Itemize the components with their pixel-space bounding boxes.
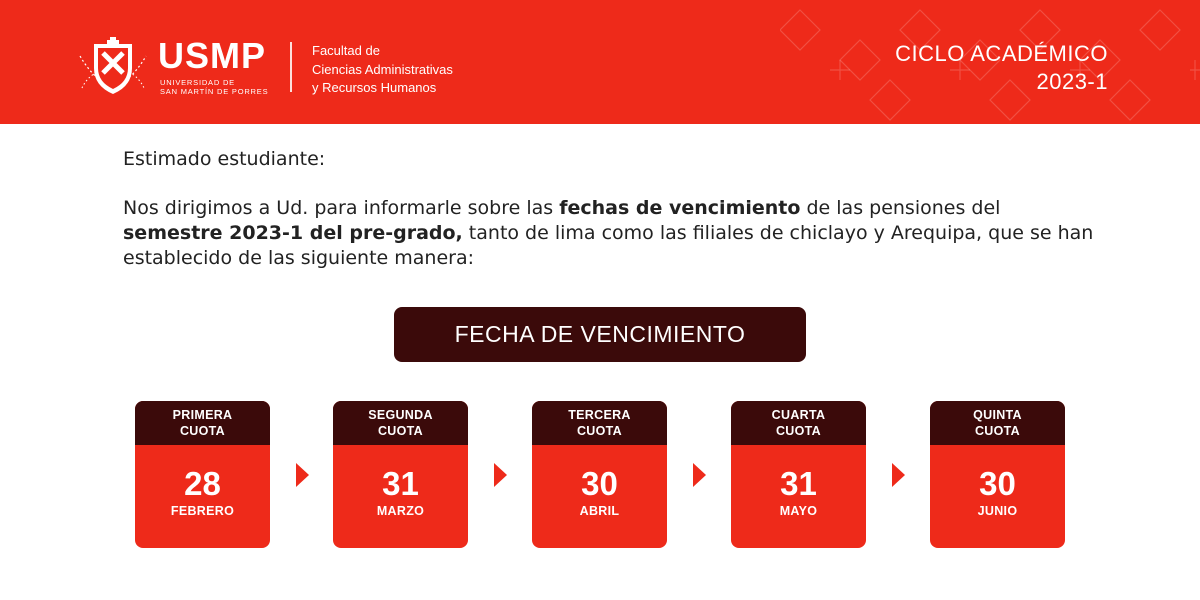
installment-card-3 <box>532 401 667 548</box>
header-band <box>0 0 1200 124</box>
installment-card-5 <box>930 401 1065 548</box>
header-divider <box>290 42 292 92</box>
installment-card-1 <box>135 401 270 548</box>
installment-card-2 <box>333 401 468 548</box>
message-paragraph: Nos dirigimos a Ud. para informarle sobre las fechas de vencimiento de las pensiones del semestre 2023-1 del pre-grado, tanto de lima como las filiales de chiclayo y Arequipa, que se han establecido de las siguiente manera: <box>123 197 1094 269</box>
faculty-name: Facultad de Ciencias Administrativas y Recursos Humanos <box>312 43 453 95</box>
installment-label: CUARTA CUOTA <box>731 401 866 445</box>
logo-wordmark: USMP <box>158 35 267 76</box>
installment-label: QUINTA CUOTA <box>930 401 1065 445</box>
installment-card-4 <box>731 401 866 548</box>
installment-month: MARZO <box>376 504 425 518</box>
installment-day: 28 <box>184 465 221 502</box>
installment-day: 31 <box>780 465 817 502</box>
arrow-right-icon <box>892 463 905 487</box>
installment-month: ABRIL <box>579 504 620 518</box>
academic-cycle: CICLO ACADÉMICO 2023-1 <box>895 41 1108 94</box>
installment-month: MAYO <box>779 504 818 518</box>
installment-day: 30 <box>581 465 618 502</box>
installment-label: PRIMERA CUOTA <box>135 401 270 445</box>
installment-month: JUNIO <box>977 504 1018 518</box>
usmp-shield-seal-icon <box>74 36 152 104</box>
installment-day: 30 <box>979 465 1016 502</box>
installment-day: 31 <box>382 465 419 502</box>
installment-label: TERCERA CUOTA <box>532 401 667 445</box>
due-date-banner: FECHA DE VENCIMIENTO <box>394 307 806 362</box>
installment-label: SEGUNDA CUOTA <box>333 401 468 445</box>
arrow-right-icon <box>296 463 309 487</box>
greeting: Estimado estudiante: <box>123 148 326 170</box>
installment-month: FEBRERO <box>170 504 235 518</box>
arrow-right-icon <box>494 463 507 487</box>
logo-subtitle: UNIVERSIDAD DE SAN MARTÍN DE PORRES <box>160 78 269 96</box>
arrow-right-icon <box>693 463 706 487</box>
